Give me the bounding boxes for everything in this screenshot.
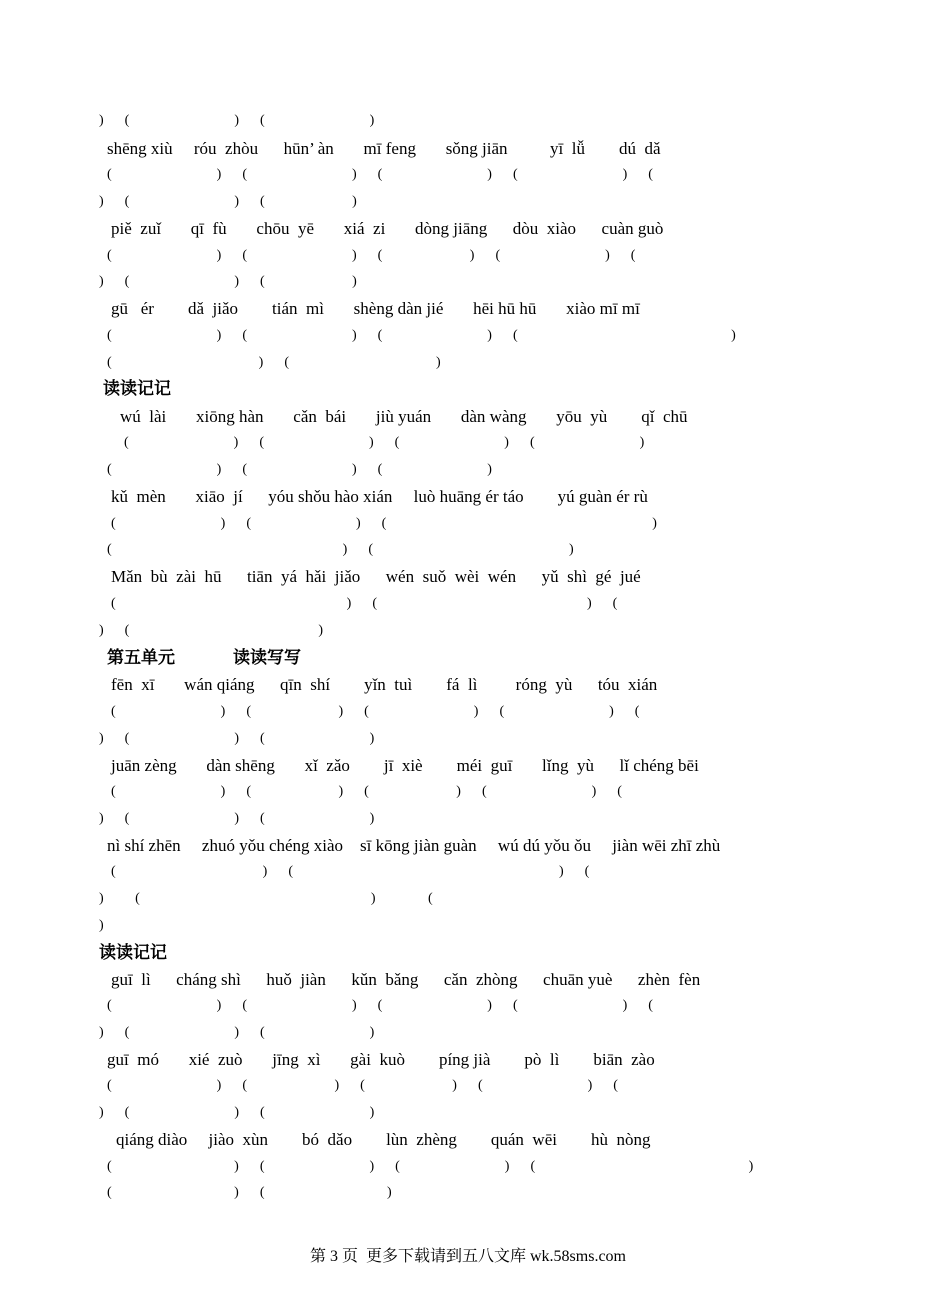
- page-footer: 第 3 页 更多下载请到五八文库 wk.58sms.com: [310, 1248, 627, 1265]
- pinyin-row: kǔ mèn xiāo jí yóu shǒu hào xián luò huāng ér táo yú guàn ér rù: [111, 487, 648, 506]
- answer-parens: ) ( ) (: [99, 891, 433, 906]
- section-heading: 读读写写: [233, 648, 301, 668]
- pinyin-row: nì shí zhēn zhuó yǒu chéng xiào sī kōng jiàn guàn wú dú yǒu ǒu jiàn wēi zhī zhù: [107, 836, 721, 855]
- answer-parens: ) ( ) ( ): [99, 811, 375, 826]
- pinyin-row: Mǎn bù zài hū tiān yá hǎi jiǎo wén suǒ wèi wén yǔ shì gé jué: [111, 567, 641, 586]
- answer-parens: ( ) ( ) (: [111, 596, 618, 611]
- answer-parens: ( ) ( ) ( ) ( ) (: [107, 998, 653, 1013]
- answer-parens: ( ) ( ) ( ) ( ) (: [107, 167, 653, 182]
- pinyin-row: wú lài xiōng hàn cǎn bái jiù yuán dàn wàng yōu yù qǐ chū: [120, 407, 688, 426]
- answer-parens: ( ) ( ) ( ) ( ) (: [107, 1078, 618, 1093]
- unit-heading: 第五单元: [107, 648, 175, 668]
- answer-parens: ( ) ( ) ( ) ( ) (: [111, 704, 640, 719]
- answer-parens: ) ( ) ( ): [99, 1025, 375, 1040]
- answer-parens: ( ) ( ) ( ) ( ): [124, 435, 645, 450]
- answer-parens: ( ) ( ): [107, 542, 574, 557]
- answer-parens: ( ) ( ) ( ): [107, 462, 492, 477]
- pinyin-row: guī mó xié zuò jīng xì gài kuò píng jià pò lì biān zào: [107, 1050, 655, 1069]
- answer-parens: ( ) ( ) (: [111, 864, 590, 879]
- answer-parens: ( ) ( ) ( ) ( ) (: [111, 784, 622, 799]
- answer-parens: ( ) ( ) ( ) ( ): [107, 328, 736, 343]
- answer-parens: ) ( ) ( ): [99, 113, 375, 128]
- section-heading: 读读记记: [99, 943, 167, 963]
- pinyin-row: gū ér dǎ jiǎo tián mì shèng dàn jié hēi hū hū xiào mī mī: [111, 299, 640, 318]
- pinyin-row: shēng xiù róu zhòu hūn’ àn mī feng sǒng jiān yī lǚ dú dǎ: [107, 139, 661, 158]
- answer-parens: ( ) ( ): [107, 355, 441, 370]
- pinyin-row: juān zèng dàn shēng xǐ zǎo jī xiè méi guī lǐng yù lǐ chéng bēi: [111, 756, 699, 775]
- pinyin-row: guī lì cháng shì huǒ jiàn kǔn bǎng cǎn zhòng chuān yuè zhèn fèn: [111, 970, 701, 989]
- answer-parens: ( ) ( ): [107, 1185, 392, 1200]
- answer-parens: ): [99, 918, 104, 933]
- pinyin-row: piě zuǐ qī fù chōu yē xiá zi dòng jiāng dòu xiào cuàn guò: [111, 219, 664, 238]
- answer-parens: ) ( ) ( ): [99, 194, 357, 209]
- section-heading: 读读记记: [103, 379, 171, 399]
- answer-parens: ) ( ) ( ): [99, 731, 375, 746]
- answer-parens: ) ( ): [99, 623, 323, 638]
- pinyin-row: fēn xī wán qiáng qīn shí yǐn tuì fá lì róng yù tóu xián: [111, 675, 658, 694]
- answer-parens: ) ( ) ( ): [99, 274, 357, 289]
- answer-parens: ( ) ( ) ( ): [111, 516, 657, 531]
- answer-parens: ( ) ( ) ( ) ( ): [107, 1159, 754, 1174]
- answer-parens: ) ( ) ( ): [99, 1105, 375, 1120]
- pinyin-row: qiáng diào jiào xùn bó dǎo lùn zhèng quán wēi hù nòng: [116, 1130, 651, 1149]
- answer-parens: ( ) ( ) ( ) ( ) (: [107, 248, 636, 263]
